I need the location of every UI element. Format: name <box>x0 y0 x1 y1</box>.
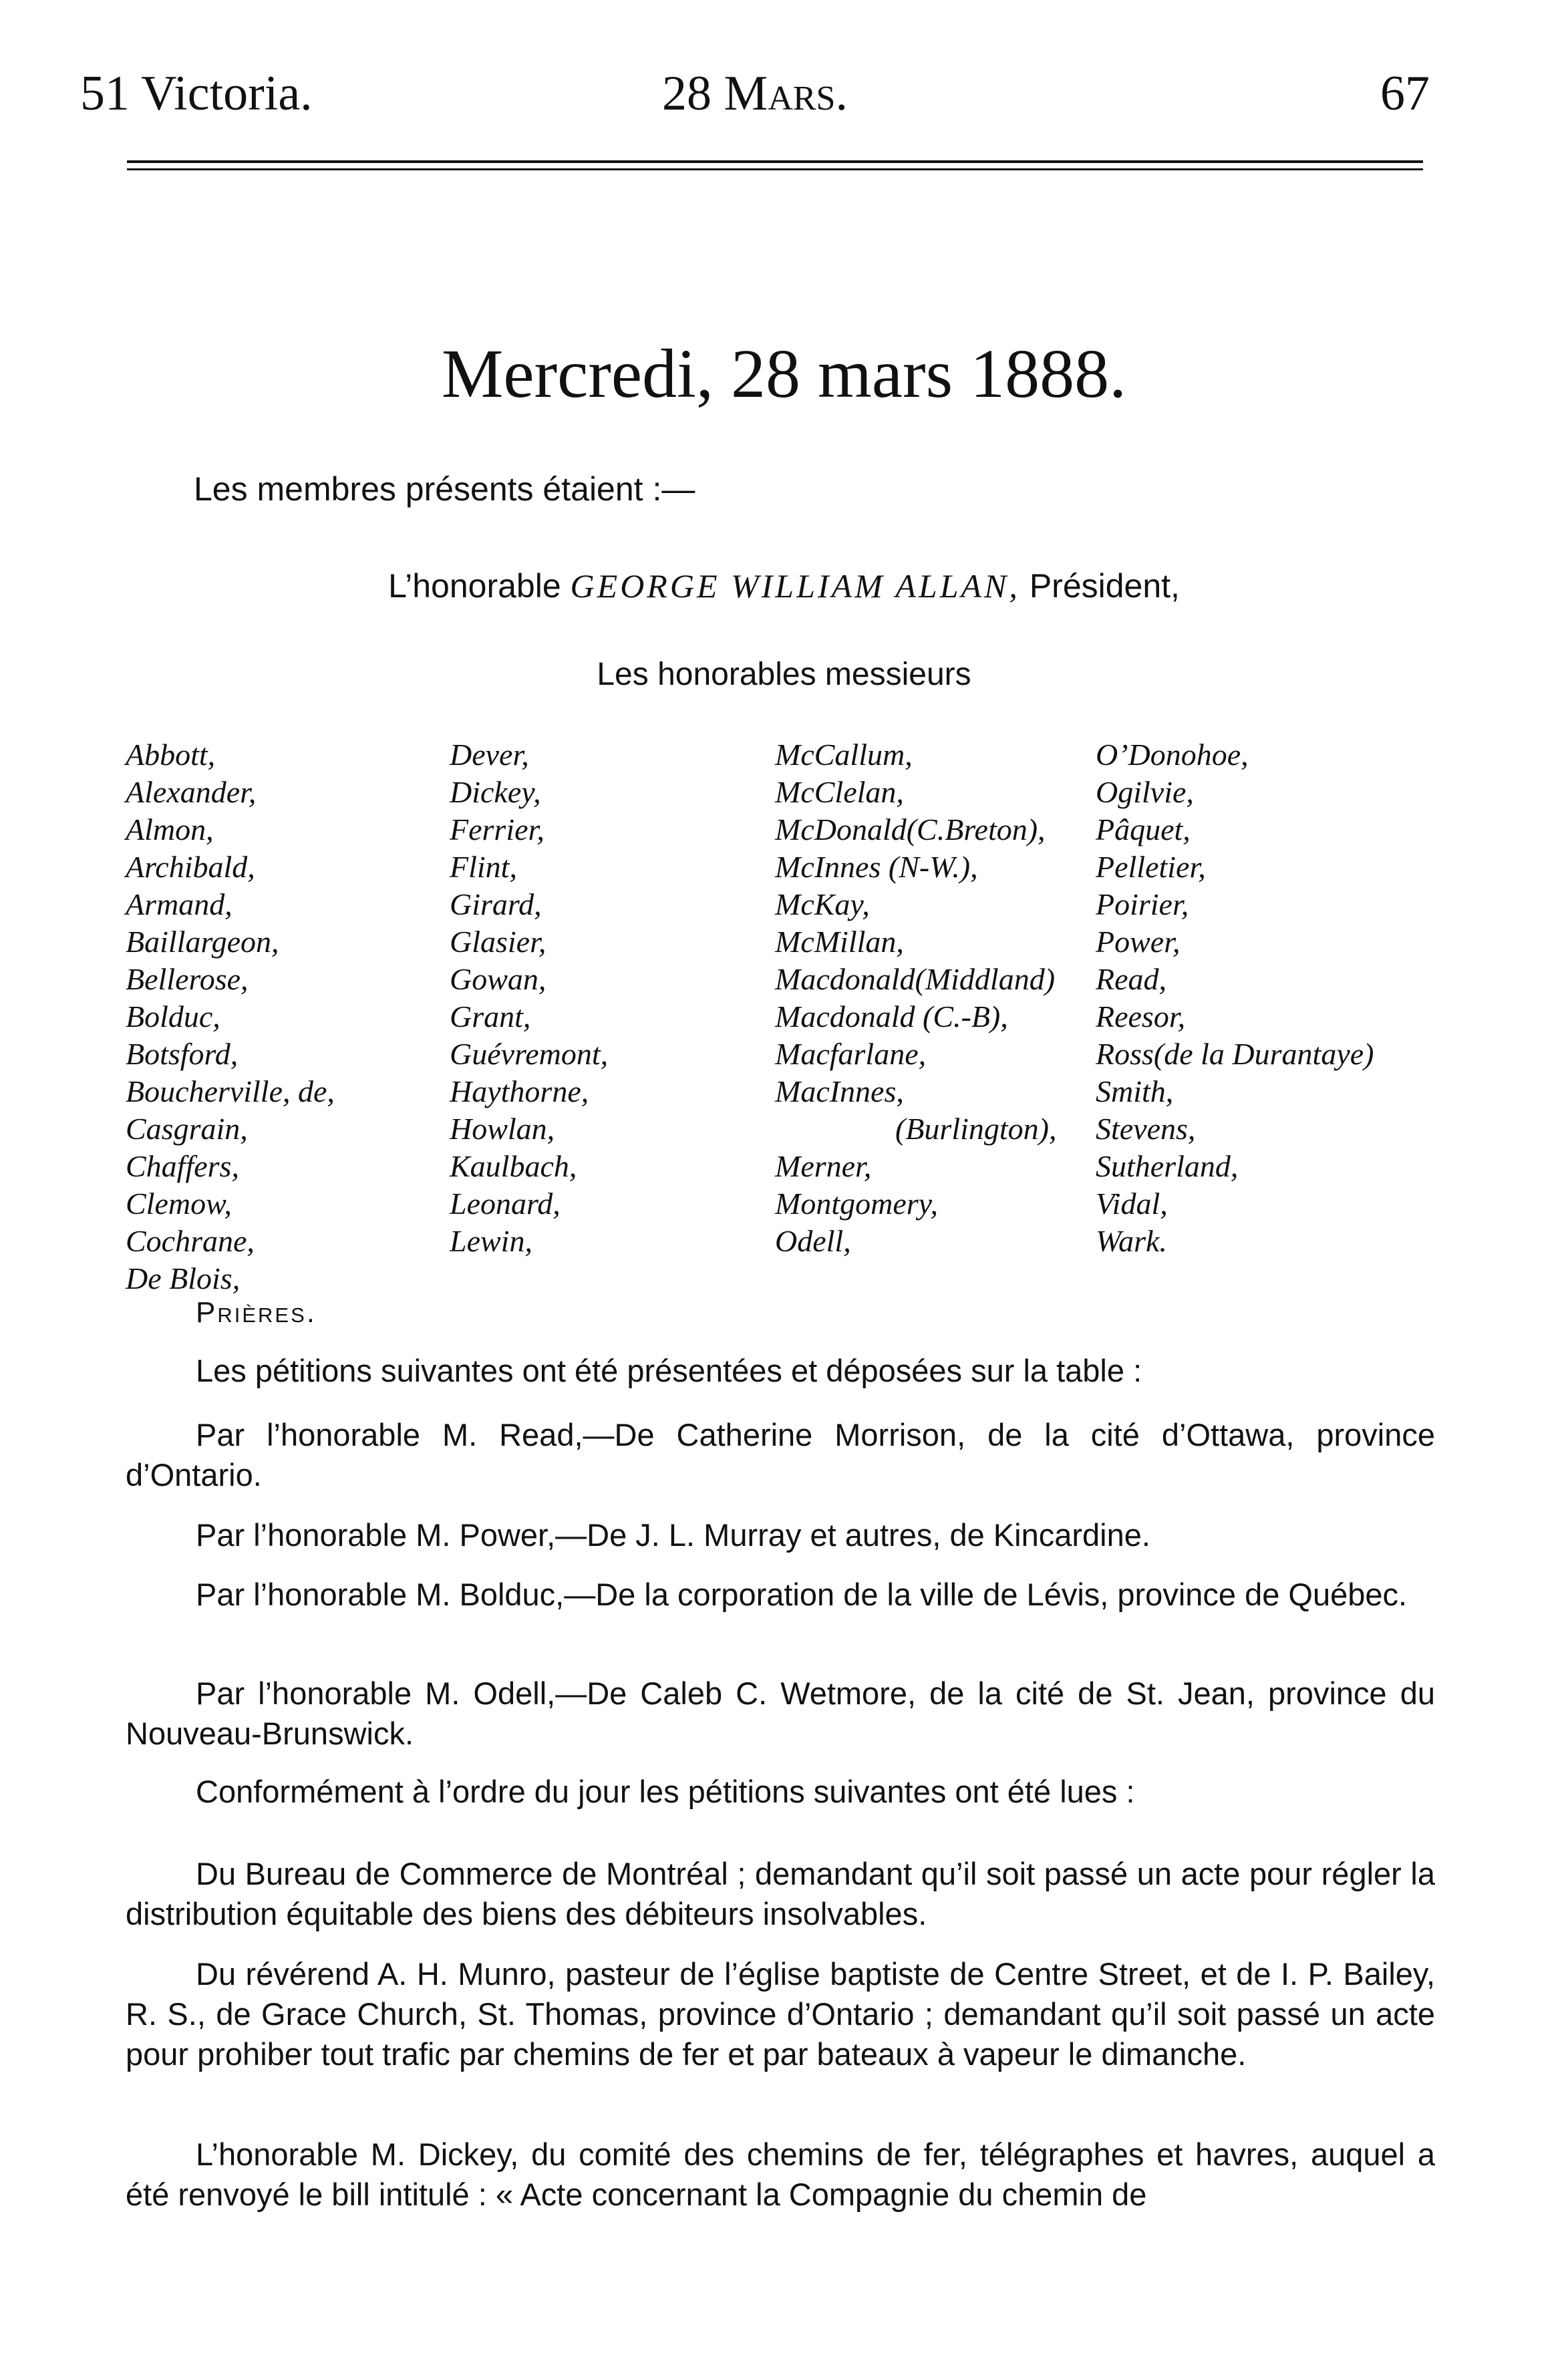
members-column-1 <box>126 736 335 1297</box>
member-name: McDonald(C.Breton), <box>775 812 1046 846</box>
header-date: 28 Mars. <box>662 66 848 121</box>
paragraph: Les pétitions suivantes ont été présentées et déposées sur la table : <box>196 1353 1142 1388</box>
member-name: Ross(de la Durantaye) <box>1096 1037 1374 1071</box>
member-name: Ferrier, <box>450 812 544 846</box>
member-name: Leonard, <box>450 1187 561 1221</box>
member-name: Boucherville, de, <box>126 1074 335 1108</box>
member-name: Almon, <box>126 812 214 846</box>
paragraph: Du révérend A. H. Munro, pasteur de l’église baptiste de Centre Street, et de I. P. Bailey, R. S., de Grace Church, St. Thomas, province d’Ontario ; demandant qu’il soit passé un acte pour prohiber tout trafic par chemins de fer et par bateaux à vapeur le dimanche. <box>126 1956 1435 2072</box>
member-name: Dickey, <box>450 775 541 809</box>
president-title: Président, <box>1029 567 1180 605</box>
paragraph: Conformément à l’ordre du jour les pétitions suivantes ont été lues : <box>196 1774 1135 1809</box>
member-name: Alexander, <box>126 775 257 809</box>
members-column-4 <box>1096 736 1374 1260</box>
member-name: Bellerose, <box>126 962 249 996</box>
member-name: McMillan, <box>775 925 904 959</box>
member-name: Ogilvie, <box>1096 775 1194 809</box>
header-rule-bottom <box>127 168 1423 170</box>
member-name: McCallum, <box>775 738 913 772</box>
member-name: Chaffers, <box>126 1149 239 1183</box>
member-name: Clemow, <box>126 1187 232 1221</box>
member-name: Girard, <box>450 887 542 921</box>
member-name: Lewin, <box>450 1224 532 1258</box>
paragraph: Du Bureau de Commerce de Montréal ; demandant qu’il soit passé un acte pour régler la distribution équitable des biens des débiteurs insolvables. <box>126 1856 1435 1931</box>
member-name: Stevens, <box>1096 1112 1196 1146</box>
member-name: Macfarlane, <box>775 1037 927 1071</box>
member-name: McKay, <box>775 887 870 921</box>
paragraph: Par l’honorable M. Bolduc,—De la corporation de la ville de Lévis, province de Québec. <box>196 1577 1408 1612</box>
member-name: Haythorne, <box>450 1074 589 1108</box>
member-name: Wark. <box>1096 1224 1167 1258</box>
member-name: Power, <box>1096 925 1181 959</box>
member-name: Archibald, <box>126 850 255 884</box>
member-name: Casgrain, <box>126 1112 248 1146</box>
running-head <box>80 63 1430 124</box>
member-name: Poirier, <box>1096 887 1189 921</box>
member-name: Grant, <box>450 999 531 1034</box>
member-name: Reesor, <box>1096 999 1186 1034</box>
header-rule-top <box>127 160 1423 163</box>
paragraph: L’honorable M. Dickey, du comité des chemins de fer, télégraphes et havres, auquel a été renvoyé le bill intitulé : « Acte concernant la Compagnie du chemin de <box>126 2137 1435 2212</box>
president-line <box>0 565 1568 607</box>
member-name: McInnes (N-W.), <box>775 850 978 884</box>
member-name: Armand, <box>126 887 232 921</box>
paragraph: Par l’honorable M. Odell,—De Caleb C. Wetmore, de la cité de St. Jean, province du Nouveau-Brunswick. <box>126 1676 1435 1751</box>
member-name: Vidal, <box>1096 1187 1168 1221</box>
member-name: Read, <box>1096 962 1167 996</box>
members-column-3 <box>775 736 1056 1260</box>
member-name: Macdonald (C.-B), <box>775 999 1008 1034</box>
header-session: 51 Victoria. <box>80 66 313 121</box>
paragraph: Par l’honorable M. Power,—De J. L. Murray et autres, de Kincardine. <box>196 1517 1150 1553</box>
page-title: Mercredi, 28 mars 1888. <box>441 335 1127 412</box>
member-name: O’Donohoe, <box>1096 738 1249 772</box>
member-name: Macdonald(Middland) <box>775 962 1056 996</box>
member-name: Guévremont, <box>450 1037 609 1071</box>
member-name: Botsford, <box>126 1037 239 1071</box>
member-name: (Burlington), <box>895 1112 1057 1146</box>
member-name: Abbott, <box>126 738 216 772</box>
member-name: Montgomery, <box>775 1187 939 1221</box>
member-name: Merner, <box>775 1149 872 1183</box>
member-name: De Blois, <box>126 1261 241 1295</box>
member-name: Dever, <box>450 738 529 772</box>
member-name: Baillargeon, <box>126 925 279 959</box>
member-name: Bolduc, <box>126 999 220 1034</box>
member-name: McClelan, <box>775 775 904 809</box>
member-name: Sutherland, <box>1096 1149 1239 1183</box>
members-intro: Les membres présents étaient :— <box>194 470 695 508</box>
paragraph: Par l’honorable M. Read,—De Catherine Morrison, de la cité d’Ottawa, province d’Ontario. <box>126 1417 1435 1492</box>
member-name: Flint, <box>450 850 517 884</box>
member-name: Howlan, <box>450 1112 555 1146</box>
members-column-2 <box>450 736 608 1260</box>
member-name: Pelletier, <box>1096 850 1206 884</box>
member-name: Odell, <box>775 1224 851 1258</box>
section-heading-prieres: Prières. <box>196 1296 317 1329</box>
member-name: MacInnes, <box>775 1074 904 1108</box>
member-name: Smith, <box>1096 1074 1174 1108</box>
president-prefix: L’honorable <box>388 567 561 605</box>
member-name: Pâquet, <box>1096 812 1191 846</box>
member-name: Gowan, <box>450 962 546 996</box>
member-name: Glasier, <box>450 925 546 959</box>
president-name: GEORGE WILLIAM ALLAN, <box>570 567 1020 605</box>
honorables-heading: Les honorables messieurs <box>597 657 971 692</box>
page-number: 67 <box>1380 66 1430 121</box>
member-name: Cochrane, <box>126 1224 255 1258</box>
member-name: Kaulbach, <box>450 1149 577 1183</box>
